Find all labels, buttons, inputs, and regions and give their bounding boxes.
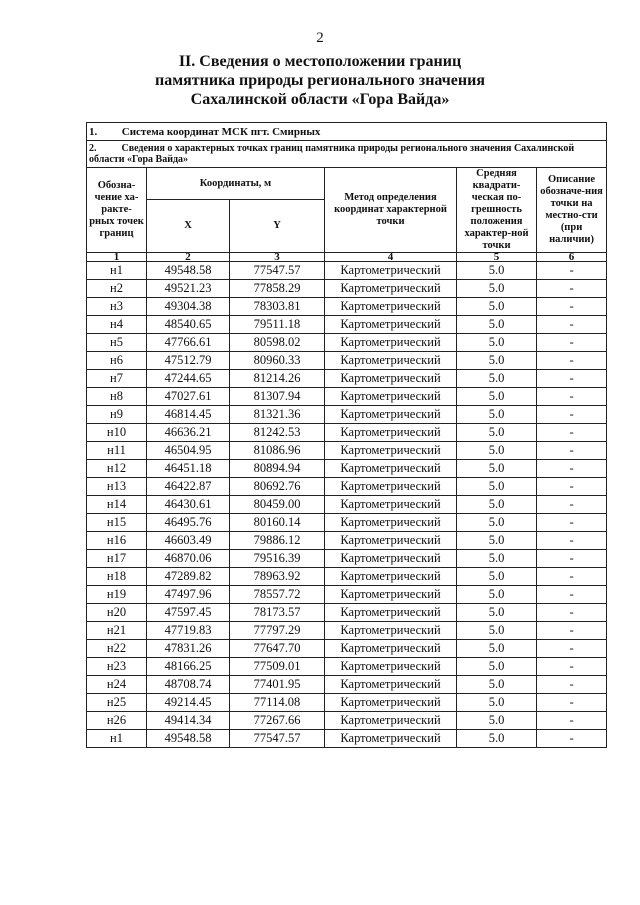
- description-cell: -: [537, 442, 607, 460]
- point-name-cell: н11: [87, 442, 147, 460]
- description-cell: -: [537, 316, 607, 334]
- method-cell: Картометрический: [325, 316, 457, 334]
- x-coordinate-cell: 47027.61: [147, 388, 230, 406]
- method-cell: Картометрический: [325, 658, 457, 676]
- description-cell: -: [537, 514, 607, 532]
- error-cell: 5.0: [457, 424, 537, 442]
- table-row: [87, 604, 607, 622]
- column-number: 1: [87, 253, 147, 262]
- point-name-cell: н1: [87, 730, 147, 748]
- page-number: 2: [316, 30, 324, 46]
- description-cell: -: [537, 478, 607, 496]
- x-coordinate-cell: 47497.96: [147, 586, 230, 604]
- y-coordinate-cell: 77509.01: [230, 658, 325, 676]
- header-y: Y: [230, 200, 325, 253]
- y-coordinate-cell: 78303.81: [230, 298, 325, 316]
- error-cell: 5.0: [457, 604, 537, 622]
- y-coordinate-cell: 78173.57: [230, 604, 325, 622]
- method-cell: Картометрический: [325, 532, 457, 550]
- y-coordinate-cell: 80692.76: [230, 478, 325, 496]
- method-cell: Картометрический: [325, 694, 457, 712]
- description-cell: -: [537, 586, 607, 604]
- point-name-cell: н9: [87, 406, 147, 424]
- point-name-cell: н6: [87, 352, 147, 370]
- point-name-cell: н5: [87, 334, 147, 352]
- description-cell: -: [537, 496, 607, 514]
- table-row: [87, 550, 607, 568]
- point-name-cell: н22: [87, 640, 147, 658]
- method-cell: Картометрический: [325, 586, 457, 604]
- header-row-1: [87, 168, 607, 200]
- error-cell: 5.0: [457, 676, 537, 694]
- method-cell: Картометрический: [325, 496, 457, 514]
- point-name-cell: н17: [87, 550, 147, 568]
- table-row: [87, 316, 607, 334]
- point-name-cell: н24: [87, 676, 147, 694]
- error-cell: 5.0: [457, 730, 537, 748]
- table-row: [87, 568, 607, 586]
- description-cell: -: [537, 280, 607, 298]
- method-cell: Картометрический: [325, 388, 457, 406]
- table-row: [87, 388, 607, 406]
- method-cell: Картометрический: [325, 298, 457, 316]
- description-cell: -: [537, 676, 607, 694]
- x-coordinate-cell: 46430.61: [147, 496, 230, 514]
- table-row: [87, 370, 607, 388]
- method-cell: Картометрический: [325, 712, 457, 730]
- x-coordinate-cell: 47597.45: [147, 604, 230, 622]
- column-number: 2: [147, 253, 230, 262]
- table-row: [87, 694, 607, 712]
- y-coordinate-cell: 77547.57: [230, 730, 325, 748]
- error-cell: 5.0: [457, 694, 537, 712]
- point-name-cell: н10: [87, 424, 147, 442]
- table-row: [87, 424, 607, 442]
- method-cell: Картометрический: [325, 460, 457, 478]
- method-cell: Картометрический: [325, 334, 457, 352]
- y-coordinate-cell: 79516.39: [230, 550, 325, 568]
- method-cell: Картометрический: [325, 370, 457, 388]
- description-cell: -: [537, 622, 607, 640]
- description-cell: -: [537, 550, 607, 568]
- x-coordinate-cell: 46422.87: [147, 478, 230, 496]
- point-name-cell: н18: [87, 568, 147, 586]
- x-coordinate-cell: 47512.79: [147, 352, 230, 370]
- y-coordinate-cell: 81214.26: [230, 370, 325, 388]
- method-cell: Картометрический: [325, 442, 457, 460]
- method-cell: Картометрический: [325, 550, 457, 568]
- method-cell: Картометрический: [325, 406, 457, 424]
- y-coordinate-cell: 79511.18: [230, 316, 325, 334]
- x-coordinate-cell: 46603.49: [147, 532, 230, 550]
- error-cell: 5.0: [457, 550, 537, 568]
- point-name-cell: н26: [87, 712, 147, 730]
- description-cell: -: [537, 568, 607, 586]
- point-name-cell: н3: [87, 298, 147, 316]
- method-cell: Картометрический: [325, 352, 457, 370]
- x-coordinate-cell: 49214.45: [147, 694, 230, 712]
- error-cell: 5.0: [457, 280, 537, 298]
- point-name-cell: н25: [87, 694, 147, 712]
- error-cell: 5.0: [457, 532, 537, 550]
- point-name-cell: н14: [87, 496, 147, 514]
- error-cell: 5.0: [457, 478, 537, 496]
- error-cell: 5.0: [457, 622, 537, 640]
- error-cell: 5.0: [457, 712, 537, 730]
- x-coordinate-cell: 47831.26: [147, 640, 230, 658]
- column-number: 4: [325, 253, 457, 262]
- table-row: [87, 532, 607, 550]
- column-number: 3: [230, 253, 325, 262]
- description-cell: -: [537, 370, 607, 388]
- table-row: [87, 658, 607, 676]
- description-cell: -: [537, 460, 607, 478]
- table-row: [87, 712, 607, 730]
- title-line-1: II. Сведения о местоположении границ: [178, 53, 462, 70]
- table-row: [87, 640, 607, 658]
- table-row: [87, 298, 607, 316]
- description-cell: -: [537, 406, 607, 424]
- title-line-2: памятника природы регионального значения: [155, 72, 485, 89]
- x-coordinate-cell: 47289.82: [147, 568, 230, 586]
- description-cell: -: [537, 424, 607, 442]
- y-coordinate-cell: 80960.33: [230, 352, 325, 370]
- x-coordinate-cell: 49521.23: [147, 280, 230, 298]
- x-coordinate-cell: 47719.83: [147, 622, 230, 640]
- x-coordinate-cell: 48708.74: [147, 676, 230, 694]
- error-cell: 5.0: [457, 496, 537, 514]
- y-coordinate-cell: 80598.02: [230, 334, 325, 352]
- description-cell: -: [537, 604, 607, 622]
- table-row: [87, 478, 607, 496]
- error-cell: 5.0: [457, 334, 537, 352]
- error-cell: 5.0: [457, 568, 537, 586]
- error-cell: 5.0: [457, 352, 537, 370]
- table-row: [87, 586, 607, 604]
- point-name-cell: н1: [87, 262, 147, 280]
- table-row: [87, 496, 607, 514]
- point-name-cell: н13: [87, 478, 147, 496]
- table-row: [87, 280, 607, 298]
- header-point: Обозна-чение ха-ракте-рных точек границ: [87, 168, 147, 253]
- y-coordinate-cell: 81321.36: [230, 406, 325, 424]
- y-coordinate-cell: 80894.94: [230, 460, 325, 478]
- point-name-cell: н15: [87, 514, 147, 532]
- column-numbers-row: [87, 253, 607, 262]
- x-coordinate-cell: 46451.18: [147, 460, 230, 478]
- method-cell: Картометрический: [325, 676, 457, 694]
- point-name-cell: н19: [87, 586, 147, 604]
- section-2-number: 2.: [89, 143, 97, 154]
- error-cell: 5.0: [457, 640, 537, 658]
- method-cell: Картометрический: [325, 514, 457, 532]
- error-cell: 5.0: [457, 658, 537, 676]
- table-row: [87, 676, 607, 694]
- x-coordinate-cell: 46636.21: [147, 424, 230, 442]
- x-coordinate-cell: 46814.45: [147, 406, 230, 424]
- section-1-row: [87, 123, 607, 141]
- description-cell: -: [537, 352, 607, 370]
- x-coordinate-cell: 48166.25: [147, 658, 230, 676]
- y-coordinate-cell: 80459.00: [230, 496, 325, 514]
- description-cell: -: [537, 532, 607, 550]
- method-cell: Картометрический: [325, 640, 457, 658]
- description-cell: -: [537, 730, 607, 748]
- title-line-3: Сахалинской области «Гора Вайда»: [190, 91, 450, 108]
- header-x: X: [147, 200, 230, 253]
- x-coordinate-cell: 46504.95: [147, 442, 230, 460]
- description-cell: -: [537, 298, 607, 316]
- x-coordinate-cell: 46870.06: [147, 550, 230, 568]
- method-cell: Картометрический: [325, 622, 457, 640]
- error-cell: 5.0: [457, 388, 537, 406]
- section-2-label: Сведения о характерных точках границ памятника природы регионального значения Сахалинской области «Гора Вайда»: [89, 143, 575, 165]
- y-coordinate-cell: 77267.66: [230, 712, 325, 730]
- description-cell: -: [537, 262, 607, 280]
- error-cell: 5.0: [457, 298, 537, 316]
- y-coordinate-cell: 77547.57: [230, 262, 325, 280]
- table-row: [87, 352, 607, 370]
- point-name-cell: н12: [87, 460, 147, 478]
- column-number: 5: [457, 253, 537, 262]
- error-cell: 5.0: [457, 514, 537, 532]
- method-cell: Картометрический: [325, 730, 457, 748]
- y-coordinate-cell: 81307.94: [230, 388, 325, 406]
- table-row: [87, 514, 607, 532]
- y-coordinate-cell: 81242.53: [230, 424, 325, 442]
- error-cell: 5.0: [457, 316, 537, 334]
- point-name-cell: н20: [87, 604, 147, 622]
- point-name-cell: н23: [87, 658, 147, 676]
- description-cell: -: [537, 640, 607, 658]
- column-number: 6: [537, 253, 607, 262]
- y-coordinate-cell: 77401.95: [230, 676, 325, 694]
- table-row: [87, 334, 607, 352]
- method-cell: Картометрический: [325, 568, 457, 586]
- y-coordinate-cell: 77797.29: [230, 622, 325, 640]
- point-name-cell: н8: [87, 388, 147, 406]
- x-coordinate-cell: 47244.65: [147, 370, 230, 388]
- header-coords: Координаты, м: [147, 168, 325, 200]
- y-coordinate-cell: 80160.14: [230, 514, 325, 532]
- document-title: [0, 52, 640, 109]
- description-cell: -: [537, 388, 607, 406]
- point-name-cell: н4: [87, 316, 147, 334]
- section-2-row: [87, 141, 607, 168]
- x-coordinate-cell: 49548.58: [147, 262, 230, 280]
- description-cell: -: [537, 334, 607, 352]
- error-cell: 5.0: [457, 586, 537, 604]
- header-desc: Описание обозначе-ния точки на местно-сти (при наличии): [537, 168, 607, 253]
- table-row: [87, 262, 607, 280]
- y-coordinate-cell: 78557.72: [230, 586, 325, 604]
- y-coordinate-cell: 77114.08: [230, 694, 325, 712]
- table-row: [87, 622, 607, 640]
- method-cell: Картометрический: [325, 604, 457, 622]
- description-cell: -: [537, 712, 607, 730]
- table-row: [87, 442, 607, 460]
- section-1-number: 1.: [89, 125, 98, 138]
- method-cell: Картометрический: [325, 262, 457, 280]
- point-name-cell: н16: [87, 532, 147, 550]
- x-coordinate-cell: 46495.76: [147, 514, 230, 532]
- point-name-cell: н2: [87, 280, 147, 298]
- table-row: [87, 406, 607, 424]
- x-coordinate-cell: 48540.65: [147, 316, 230, 334]
- description-cell: -: [537, 658, 607, 676]
- error-cell: 5.0: [457, 460, 537, 478]
- method-cell: Картометрический: [325, 424, 457, 442]
- x-coordinate-cell: 49414.34: [147, 712, 230, 730]
- error-cell: 5.0: [457, 262, 537, 280]
- description-cell: -: [537, 694, 607, 712]
- section-1-label: Система координат МСК пгт. Смирных: [121, 125, 321, 138]
- x-coordinate-cell: 47766.61: [147, 334, 230, 352]
- y-coordinate-cell: 78963.92: [230, 568, 325, 586]
- point-name-cell: н21: [87, 622, 147, 640]
- y-coordinate-cell: 79886.12: [230, 532, 325, 550]
- table-row: [87, 460, 607, 478]
- boundary-points-table: [86, 122, 607, 748]
- x-coordinate-cell: 49548.58: [147, 730, 230, 748]
- table-row: [87, 730, 607, 748]
- header-method: Метод определения координат характерной точки: [325, 168, 457, 253]
- error-cell: 5.0: [457, 442, 537, 460]
- y-coordinate-cell: 81086.96: [230, 442, 325, 460]
- x-coordinate-cell: 49304.38: [147, 298, 230, 316]
- method-cell: Картометрический: [325, 280, 457, 298]
- y-coordinate-cell: 77647.70: [230, 640, 325, 658]
- y-coordinate-cell: 77858.29: [230, 280, 325, 298]
- method-cell: Картометрический: [325, 478, 457, 496]
- header-error: Средняя квадрати-ческая по-грешность положения характер-ной точки: [457, 168, 537, 253]
- error-cell: 5.0: [457, 370, 537, 388]
- error-cell: 5.0: [457, 406, 537, 424]
- point-name-cell: н7: [87, 370, 147, 388]
